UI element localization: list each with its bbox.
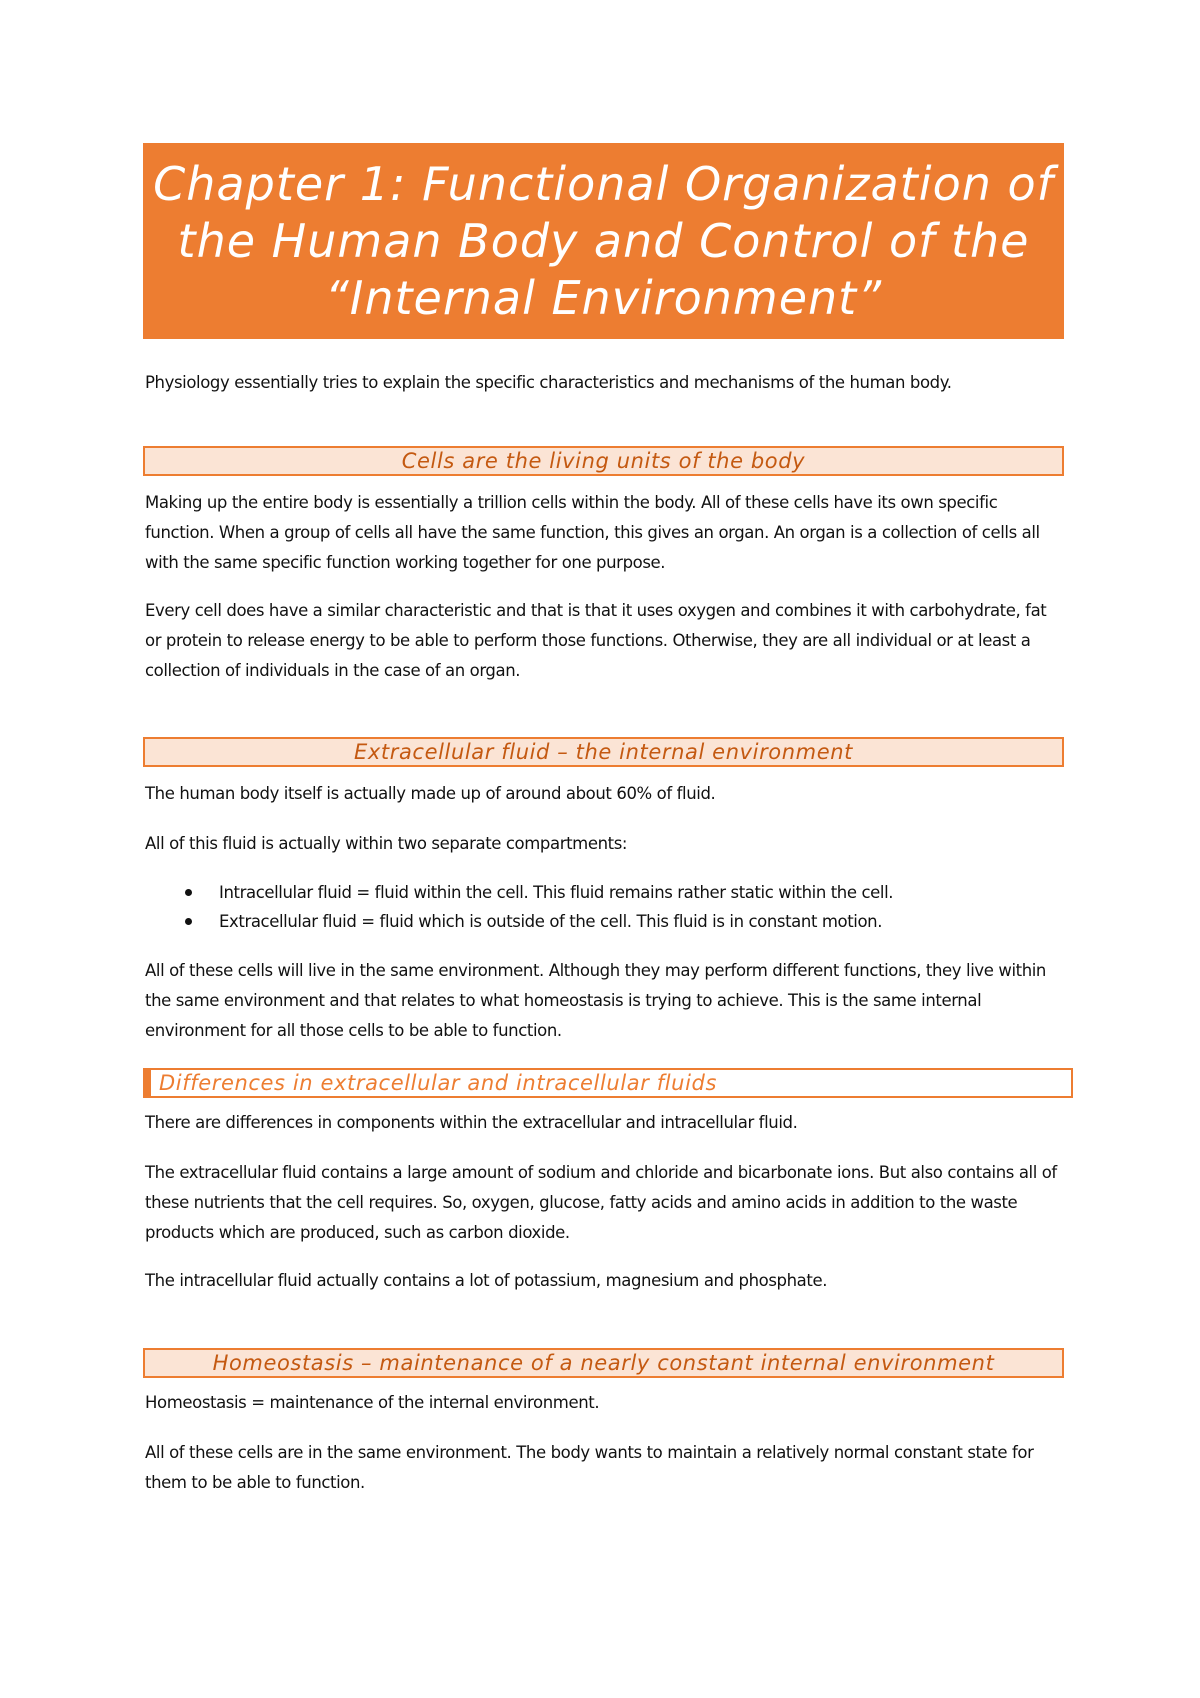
list-item [145, 878, 1065, 907]
section-heading-text: Differences in extracellular and intracellular fluids [159, 1071, 717, 1095]
bullet-icon [185, 889, 192, 896]
list-item-text: Extracellular fluid = fluid which is outside of the cell. This fluid is in constant motion. [219, 912, 883, 931]
paragraph: All of this fluid is actually within two separate compartments: [145, 834, 628, 853]
intro-paragraph: Physiology essentially tries to explain the specific characteristics and mechanisms of the human body. [145, 373, 952, 392]
section-heading-homeostasis [143, 1348, 1064, 1378]
paragraph: The human body itself is actually made up of around about 60% of fluid. [145, 784, 716, 803]
list-item [145, 907, 1065, 936]
section-heading-extracellular-fluid [143, 737, 1064, 767]
fluid-compartments-list [145, 878, 1065, 936]
section-heading-text: Cells are the living units of the body [401, 449, 806, 473]
bullet-icon [185, 918, 192, 925]
paragraph: All of these cells are in the same environment. The body wants to maintain a relatively normal constant state for them to be able to function. [145, 1443, 1034, 1492]
paragraph: Making up the entire body is essentially a trillion cells within the body. All of these cells have its own specific function. When a group of cells all have the same function, this gives an organ. An organ is a collection of cells all with the same specific function working together for one purpose. [145, 493, 1040, 572]
paragraph: The extracellular fluid contains a large amount of sodium and chloride and bicarbonate ions. But also contains all of these nutrients that the cell requires. So, oxygen, glucose, fatty acids and amino acids in addition to the waste products which are produced, such as carbon dioxide. [145, 1163, 1057, 1242]
section-heading-differences [143, 1068, 1073, 1098]
paragraph: All of these cells will live in the same environment. Although they may perform different functions, they live within the same environment and that relates to what homeostasis is trying to achieve. This is the same internal environment for all those cells to be able to function. [145, 961, 1046, 1040]
section-heading-text: Homeostasis – maintenance of a nearly constant internal environment [212, 1351, 995, 1375]
chapter-title: Chapter 1: Functional Organization of the Human Body and Control of the “Internal Environment” [153, 156, 1054, 325]
paragraph: There are differences in components within the extracellular and intracellular fluid. [145, 1113, 798, 1132]
list-item-text: Intracellular fluid = fluid within the cell. This fluid remains rather static within the cell. [219, 883, 894, 902]
section-heading-text: Extracellular fluid – the internal environment [353, 740, 853, 764]
paragraph: Every cell does have a similar characteristic and that is that it uses oxygen and combines it with carbohydrate, fat or protein to release energy to be able to perform those functions. Otherwise, they are all individual or at least a collection of individuals in the case of an organ. [145, 601, 1047, 680]
paragraph: The intracellular fluid actually contains a lot of potassium, magnesium and phosphate. [145, 1271, 828, 1290]
section-heading-cells [143, 446, 1064, 476]
paragraph: Homeostasis = maintenance of the internal environment. [145, 1393, 600, 1412]
chapter-title-banner [143, 143, 1064, 339]
